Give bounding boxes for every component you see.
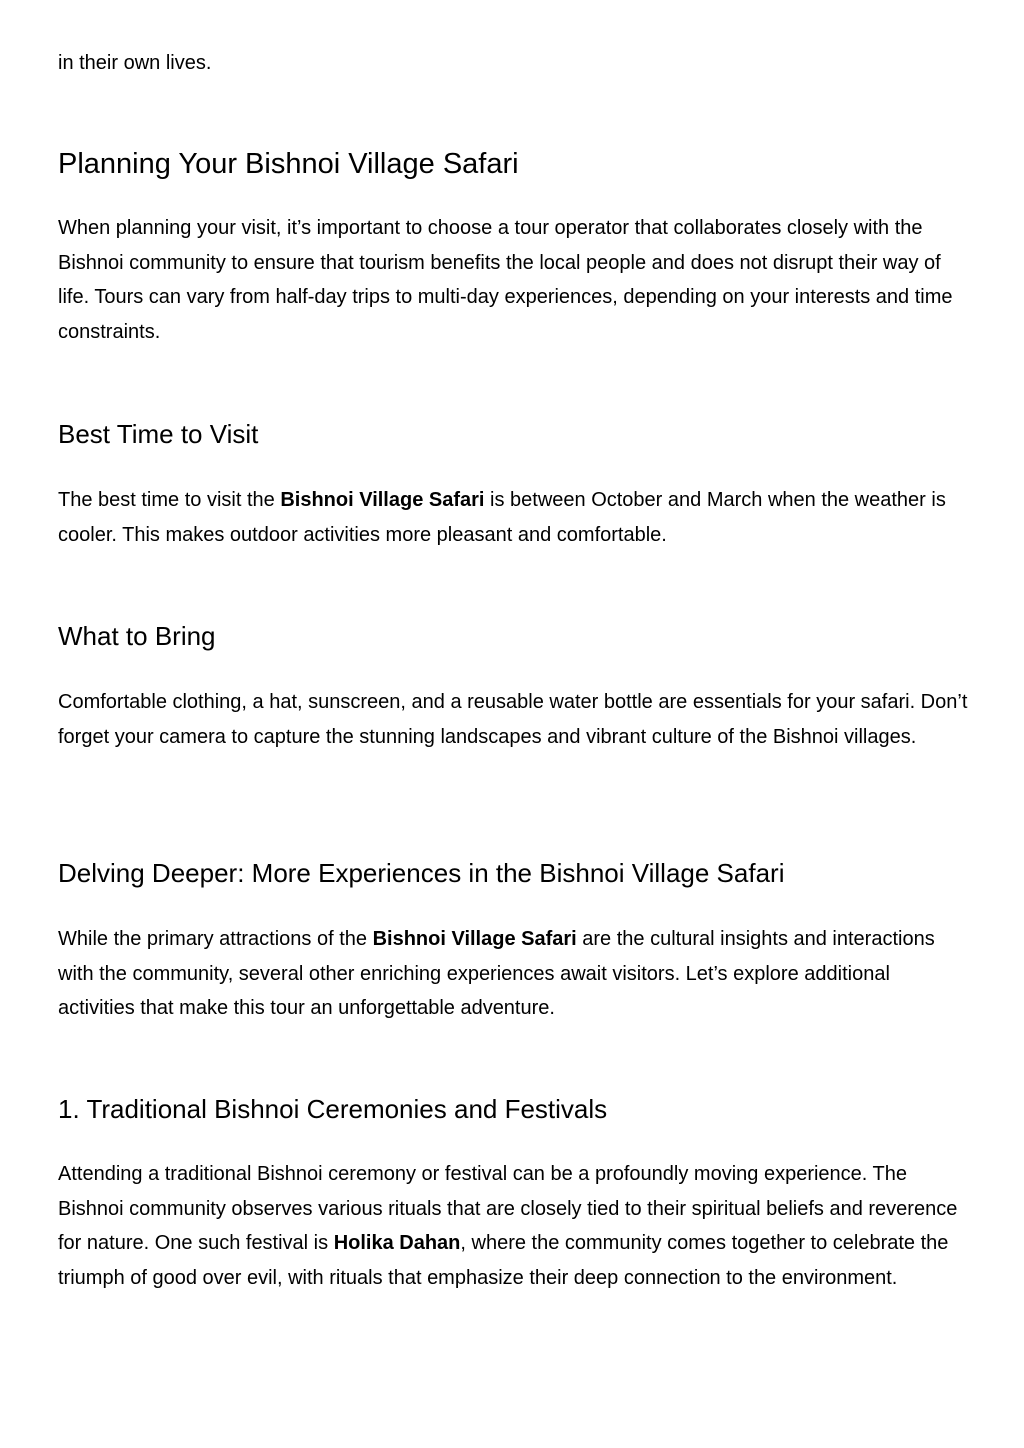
delving-text-pre: While the primary attractions of the [58,928,373,950]
planning-heading: Planning Your Bishnoi Village Safari [58,148,519,180]
best-time-text-pre: The best time to visit the [58,489,281,511]
planning-paragraph: When planning your visit, it’s important to choose a tour operator that collaborates closely with the Bishnoi community to ensure that tourism benefits the local people and does not disrupt their way of life. Tours can vary from half-day trips to multi-day experiences, depending on your interests and time constraints. [58,217,953,343]
best-time-paragraph [58,483,968,552]
ceremonies-paragraph [58,1157,968,1295]
delving-deeper-heading: Delving Deeper: More Experiences in the Bishnoi Village Safari [58,858,785,888]
ceremonies-bold-term: Holika Dahan [333,1232,461,1255]
intro-tail-text: in their own lives. [58,52,212,74]
best-time-heading: Best Time to Visit [58,419,259,449]
ceremonies-text-post: , where the community comes together to celebrate the triumph of good over evil, with rituals that emphasize their deep connection to the environment. [58,1232,949,1289]
delving-text-post: are the cultural insights and interactions with the community, several other enriching experiences await visitors. Let’s explore additional activities that make this tour an unforgettable adventure. [58,928,935,1020]
ceremonies-heading: 1. Traditional Bishnoi Ceremonies and Festivals [58,1094,608,1124]
best-time-bold-term: Bishnoi Village Safari [280,489,485,511]
delving-deeper-paragraph [58,922,968,1026]
ceremonies-text-pre: Attending a traditional Bishnoi ceremony or festival can be a profoundly moving experience. The Bishnoi community observes various rituals that are closely tied to their spiritual beliefs and reverence for nature. One such festival is [58,1163,958,1255]
delving-bold-term: Bishnoi Village Safari [372,928,577,950]
what-to-bring-paragraph: Comfortable clothing, a hat, sunscreen, and a reusable water bottle are essentials for your safari. Don’t forget your camera to capture the stunning landscapes and vibrant culture of the Bishnoi villages. [58,691,968,748]
best-time-text-post: is between October and March when the weather is cooler. This makes outdoor activities more pleasant and comfortable. [58,489,946,546]
what-to-bring-heading: What to Bring [58,621,216,651]
